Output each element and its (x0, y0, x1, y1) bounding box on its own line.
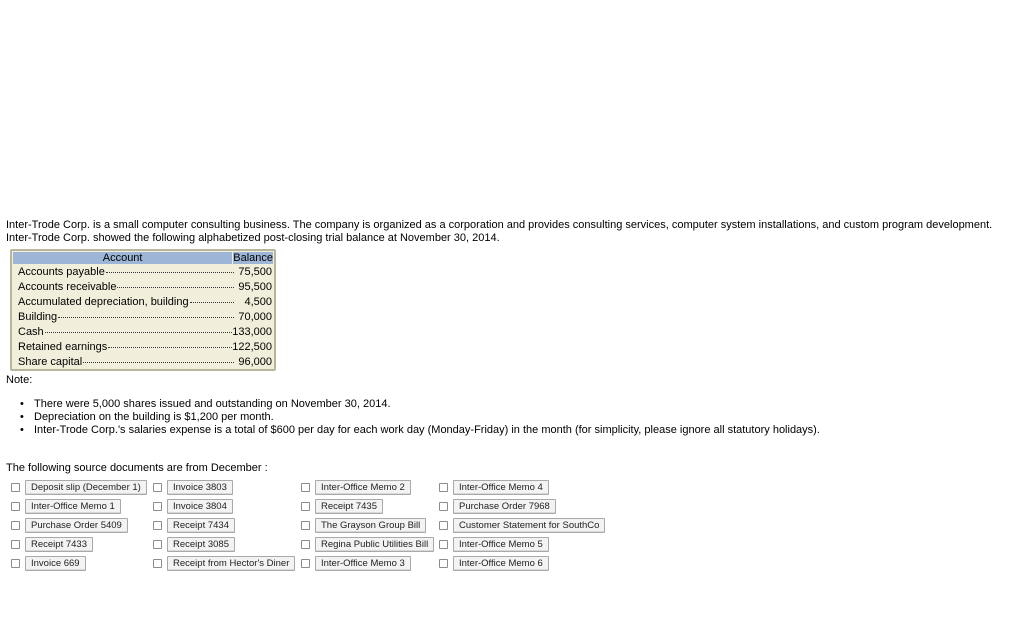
document-item (439, 497, 605, 516)
account-cell (18, 295, 234, 310)
dot-leader (83, 362, 234, 363)
balance-cell: 4,500 (244, 296, 272, 308)
document-column (153, 478, 295, 573)
document-button[interactable]: Receipt 7434 (167, 518, 235, 533)
account-cell (18, 355, 234, 370)
dot-leader (117, 287, 234, 288)
document-checkbox[interactable] (439, 483, 448, 492)
document-item (11, 497, 147, 516)
account-cell (18, 280, 234, 295)
document-checkbox[interactable] (301, 540, 310, 549)
document-checkbox[interactable] (11, 521, 20, 530)
table-row (18, 295, 274, 310)
trial-balance-table (10, 249, 276, 371)
document-button[interactable]: Invoice 3804 (167, 499, 233, 514)
account-name: Share capital (18, 356, 83, 368)
balance-cell: 133,000 (232, 326, 272, 338)
account-name: Accounts payable (18, 266, 105, 278)
document-checkbox[interactable] (153, 502, 162, 511)
document-button[interactable]: Inter-Office Memo 1 (25, 499, 121, 514)
balance-cell: 75,500 (238, 266, 272, 278)
balance-cell: 96,000 (238, 356, 272, 368)
dot-leader (45, 332, 233, 333)
document-item (11, 478, 147, 497)
balance-cell: 95,500 (238, 281, 272, 293)
account-cell (18, 310, 234, 325)
document-checkbox[interactable] (301, 483, 310, 492)
document-item (153, 478, 295, 497)
account-name: Building (18, 311, 58, 323)
document-checkbox[interactable] (11, 502, 20, 511)
document-item (301, 535, 434, 554)
note-list (20, 398, 820, 437)
document-item (439, 478, 605, 497)
document-button[interactable]: Receipt 7435 (315, 499, 383, 514)
account-name: Accounts receivable (18, 281, 117, 293)
document-button[interactable]: Receipt 7433 (25, 537, 93, 552)
balance-cell: 122,500 (232, 341, 272, 353)
account-name: Retained earnings (18, 341, 108, 353)
document-button[interactable]: Inter-Office Memo 2 (315, 480, 411, 495)
table-row (18, 280, 274, 295)
account-column-header: Account (13, 252, 232, 264)
table-row (18, 310, 274, 325)
document-button[interactable]: Receipt 3085 (167, 537, 235, 552)
document-checkbox[interactable] (301, 521, 310, 530)
document-checkbox[interactable] (11, 540, 20, 549)
source-documents-label: The following source documents are from December : (6, 462, 268, 474)
document-checkbox[interactable] (301, 502, 310, 511)
document-item (153, 497, 295, 516)
account-cell (18, 340, 232, 355)
document-checkbox[interactable] (439, 540, 448, 549)
account-cell (18, 325, 232, 340)
document-item (11, 535, 147, 554)
document-item (153, 554, 295, 573)
document-button[interactable]: Invoice 3803 (167, 480, 233, 495)
document-checkbox[interactable] (153, 559, 162, 568)
document-item (11, 554, 147, 573)
document-item (153, 516, 295, 535)
note-item: • Inter-Trode Corp.'s salaries expense is a total of $600 per day for each work day (Monday-Friday) in the month (for simplicity, please ignore all statutory holidays). (20, 424, 820, 437)
dot-leader (108, 347, 232, 348)
account-name: Accumulated depreciation, building (18, 296, 189, 308)
document-button[interactable]: The Grayson Group Bill (315, 518, 426, 533)
document-item (301, 516, 434, 535)
document-checkbox[interactable] (439, 559, 448, 568)
document-checkbox[interactable] (153, 540, 162, 549)
dot-leader (106, 272, 234, 273)
note-item: • There were 5,000 shares issued and outstanding on November 30, 2014. (20, 398, 820, 411)
document-button[interactable]: Inter-Office Memo 3 (315, 556, 411, 571)
document-button[interactable]: Purchase Order 7968 (453, 499, 556, 514)
table-row (18, 355, 274, 370)
document-item (301, 554, 434, 573)
document-column (11, 478, 147, 573)
document-button[interactable]: Inter-Office Memo 6 (453, 556, 549, 571)
document-column (301, 478, 434, 573)
dot-leader (58, 317, 234, 318)
note-item: • Depreciation on the building is $1,200 per month. (20, 411, 820, 424)
dot-leader (190, 302, 234, 303)
document-item (301, 478, 434, 497)
document-item (439, 516, 605, 535)
document-button[interactable]: Invoice 669 (25, 556, 86, 571)
document-checkbox[interactable] (439, 521, 448, 530)
document-checkbox[interactable] (439, 502, 448, 511)
document-button[interactable]: Purchase Order 5409 (25, 518, 128, 533)
document-item (439, 554, 605, 573)
document-checkbox[interactable] (301, 559, 310, 568)
balance-column-header: Balance (233, 252, 273, 264)
document-checkbox[interactable] (11, 559, 20, 568)
table-row (18, 325, 274, 340)
balance-cell: 70,000 (238, 311, 272, 323)
document-checkbox[interactable] (153, 521, 162, 530)
account-name: Cash (18, 326, 44, 338)
document-item (153, 535, 295, 554)
document-button[interactable]: Regina Public Utilities Bill (315, 537, 434, 552)
document-column (439, 478, 605, 573)
table-row (18, 340, 274, 355)
account-cell (18, 265, 234, 280)
intro-paragraph: Inter-Trode Corp. is a small computer consulting business. The company is organized as a corporation and provides consulting services, computer system installations, and custom program development. Inter-Trode Corp. showed the following alphabetized post-closing trial balance at November 30, 2014. (6, 219, 993, 244)
trial-balance-header (13, 252, 273, 264)
document-button[interactable]: Receipt from Hector's Diner (167, 556, 295, 571)
document-button[interactable]: Deposit slip (December 1) (25, 480, 147, 495)
document-item (439, 535, 605, 554)
document-item (301, 497, 434, 516)
document-checkbox[interactable] (153, 483, 162, 492)
document-button[interactable]: Inter-Office Memo 5 (453, 537, 549, 552)
document-button[interactable]: Customer Statement for SouthCo (453, 518, 605, 533)
document-checkbox[interactable] (11, 483, 20, 492)
note-label: Note: (6, 374, 33, 386)
table-row (18, 265, 274, 280)
document-item (11, 516, 147, 535)
document-button[interactable]: Inter-Office Memo 4 (453, 480, 549, 495)
